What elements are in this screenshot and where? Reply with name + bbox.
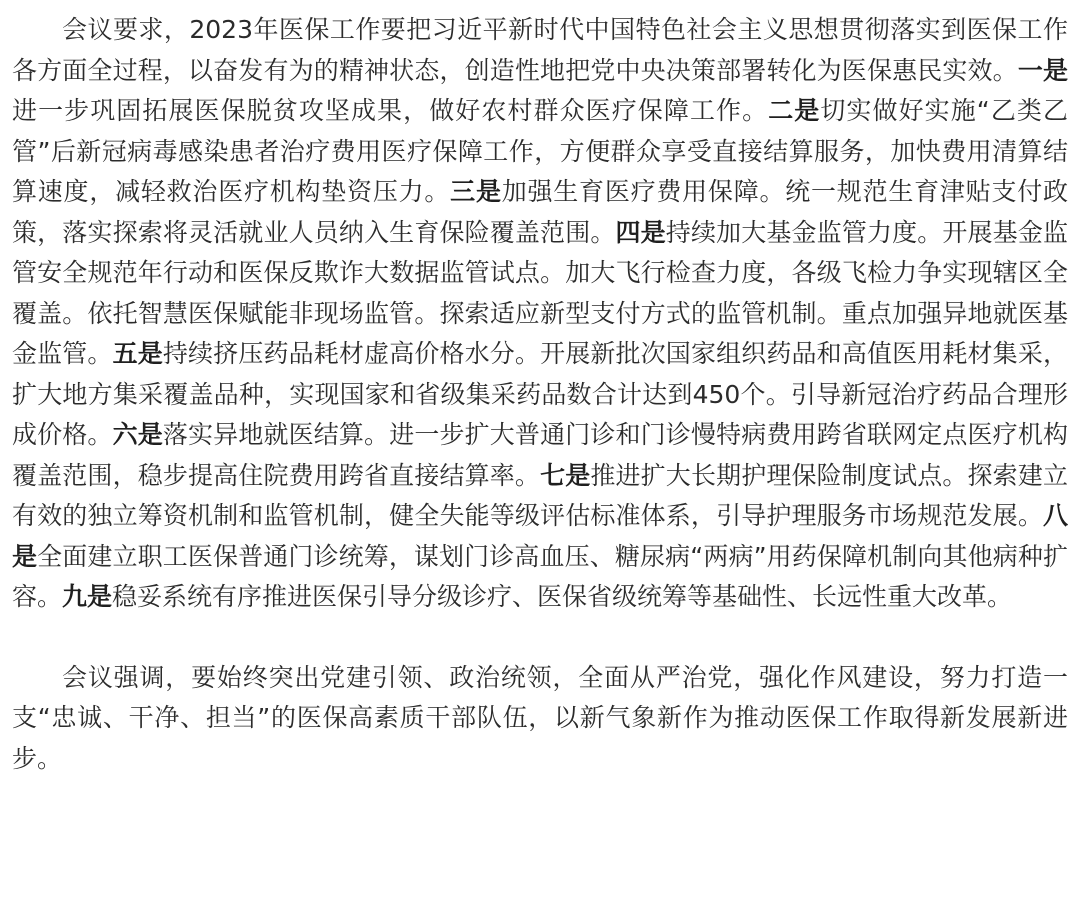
paragraph-requirements xyxy=(12,10,1068,618)
item-text: 加强生育医疗费用保障。统一规范生育津贴支付政策，落实探索将灵活就业人员纳入生育保险覆盖范围。 xyxy=(12,177,1068,247)
item-text: 持续加大基金监管力度。开展基金监管安全规范年行动和医保反欺诈大数据监管试点。加大飞行检查力度，各级飞检力争实现辖区全覆盖。依托智慧医保赋能非现场监管。探索适应新型支付方式的监管机制。重点加强异地就医基金监管。 xyxy=(12,217,1068,368)
item-text: 稳妥系统有序推进医保引导分级诊疗、医保省级统筹等基础性、长远性重大改革。 xyxy=(112,582,1013,611)
paragraph-intro: 会议要求，2023年医保工作要把习近平新时代中国特色社会主义思想贯彻落实到医保工作各方面全过程，以奋发有为的精神状态，创造性地把党中央决策部署转化为医保惠民实效。 xyxy=(12,15,1068,85)
article-body xyxy=(12,10,1068,779)
item-text: 持续挤压药品耗材虚高价格水分。开展新批次国家组织药品和高值医用耗材集采，扩大地方集采覆盖品种，实现国家和省级集采药品数合计达到450个。引导新冠治疗药品合理形成价格。 xyxy=(12,339,1068,449)
item-lead: 四是 xyxy=(615,217,666,247)
item-lead: 七是 xyxy=(540,460,591,490)
item-lead: 二是 xyxy=(768,96,821,125)
item-text: 全面建立职工医保普通门诊统筹，谋划门诊高血压、糖尿病“两病”用药保障机制向其他病种扩容。 xyxy=(12,541,1068,611)
item-lead: 一是 xyxy=(1017,55,1068,85)
item-lead: 三是 xyxy=(450,177,502,206)
paragraph-emphasis: 会议强调，要始终突出党建引领、政治统领，全面从严治党，强化作风建设，努力打造一支“忠诚、干净、担当”的医保高素质干部队伍，以新气象新作为推动医保工作取得新发展新进步。 xyxy=(12,662,1068,773)
item-lead: 五是 xyxy=(112,339,163,368)
item-text: 推进扩大长期护理保险制度试点。探索建立有效的独立筹资机制和监管机制，健全失能等级评估标准体系，引导护理服务市场规范发展。 xyxy=(12,460,1068,530)
item-lead: 九是 xyxy=(62,582,113,611)
item-lead: 八是 xyxy=(12,501,1068,571)
item-text: 落实异地就医结算。进一步扩大普通门诊和门诊慢特病费用跨省联网定点医疗机构覆盖范围，稳步提高住院费用跨省直接结算率。 xyxy=(12,420,1068,490)
item-text: 切实做好实施“乙类乙管”后新冠病毒感染患者治疗费用医疗保障工作，方便群众享受直接结算服务，加快费用清算结算速度，减轻救治医疗机构垫资压力。 xyxy=(12,96,1068,206)
item-lead: 六是 xyxy=(112,420,163,449)
item-text: 进一步巩固拓展医保脱贫攻坚成果，做好农村群众医疗保障工作。 xyxy=(12,96,769,125)
